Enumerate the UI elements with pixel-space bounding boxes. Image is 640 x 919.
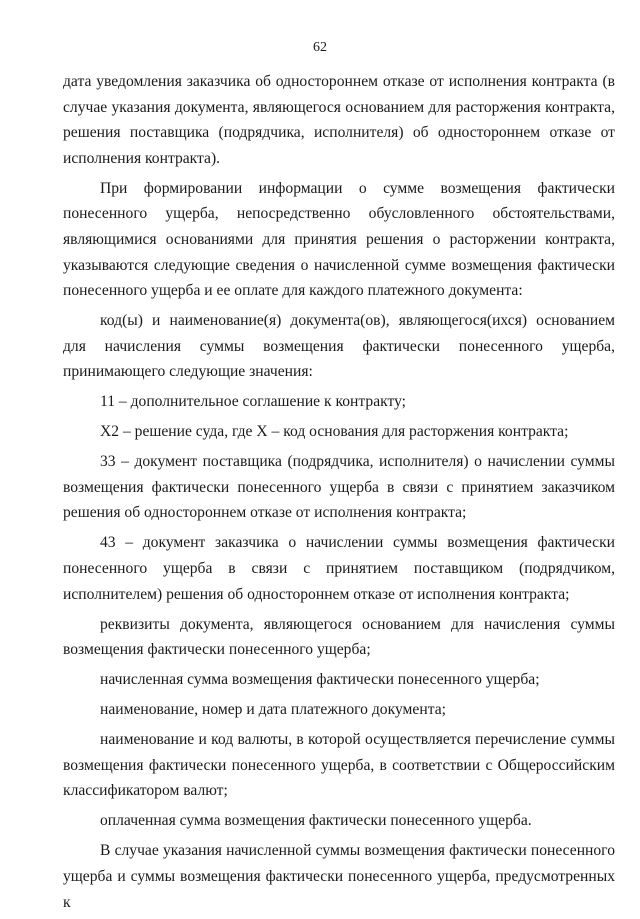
document-body — [63, 69, 615, 919]
paragraph: код(ы) и наименование(я) документа(ов), являющегося(ихся) основанием для начисления суммы возмещения фактически понесенного ущерба, принимающего следующие значения: — [63, 312, 615, 381]
list-item: 11 – дополнительное соглашение к контракту; — [100, 393, 407, 411]
paragraph: наименование и код валюты, в которой осуществляется перечисление суммы возмещения фактически понесенного ущерба, в соответствии с Общероссийским классификатором валют; — [63, 731, 615, 800]
paragraph: дата уведомления заказчика об одностороннем отказе от исполнения контракта (в случае указания документа, являющегося основанием для расторжения контракта, решения поставщика (подрядчика, исполнителя) об одностороннем отказе от исполнения контракта). — [63, 73, 615, 167]
paragraph: оплаченная сумма возмещения фактически понесенного ущерба. — [100, 812, 532, 830]
page-number: 62 — [313, 40, 327, 55]
paragraph: начисленная сумма возмещения фактически понесенного ущерба; — [100, 671, 540, 689]
paragraph: наименование, номер и дата платежного документа; — [100, 701, 446, 719]
list-item: X2 – решение суда, где X – код основания для расторжения контракта; — [100, 423, 569, 441]
paragraph: реквизиты документа, являющегося основанием для начисления суммы возмещения фактически понесенного ущерба; — [63, 615, 615, 659]
list-item: 33 – документ поставщика (подрядчика, исполнителя) о начислении суммы возмещения фактически понесенного ущерба в связи с принятием заказчиком решения об одностороннем отказе от исполнения контракта; — [63, 453, 615, 522]
paragraph: В случае указания начисленной суммы возмещения фактически понесенного ущерба и суммы возмещения фактически понесенного ущерба, предусмотренных к — [63, 842, 615, 911]
list-item: 43 – документ заказчика о начислении суммы возмещения фактически понесенного ущерба в связи с принятием поставщиком (подрядчиком, исполнителем) решения об одностороннем отказе от исполнения контракта; — [63, 534, 615, 603]
paragraph: При формировании информации о сумме возмещения фактически понесенного ущерба, непосредственно обусловленного обстоятельствами, являющимися основаниями для принятия решения о расторжении контракта, указываются следующие сведения о начисленной сумме возмещения фактически понесенного ущерба и ее оплате для каждого платежного документа: — [63, 179, 615, 300]
